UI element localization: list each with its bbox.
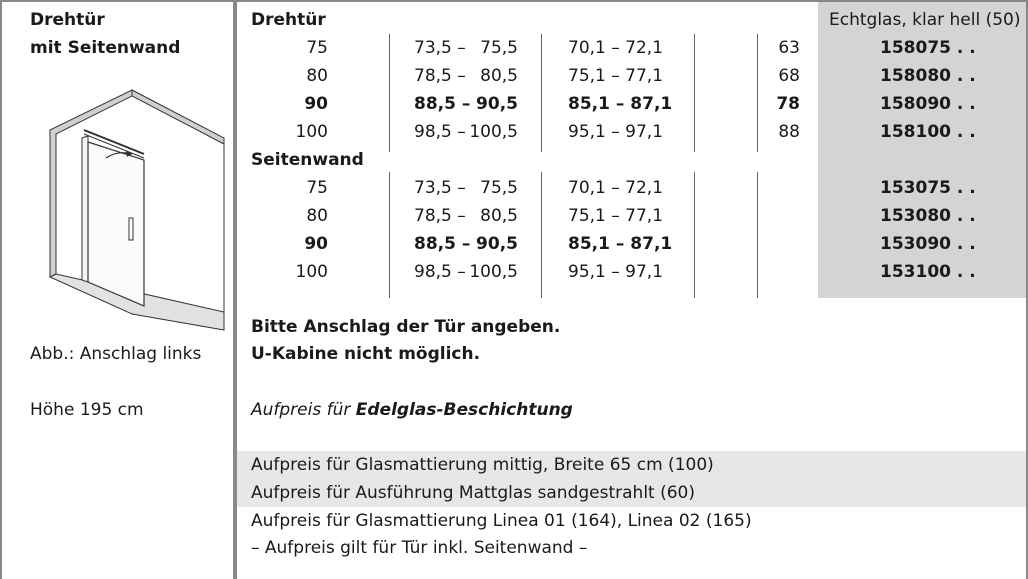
range1-from: 88,5 – bbox=[414, 234, 471, 254]
width-cell: 75 bbox=[306, 178, 328, 198]
section-label-door: Drehtür bbox=[251, 10, 326, 30]
range2: 85,1 – 87,1 bbox=[568, 234, 673, 254]
range1-to: 100,5 bbox=[469, 122, 518, 142]
note-u-cabin: U-Kabine nicht möglich. bbox=[251, 344, 481, 364]
surcharge-frosting-center: Aufpreis für Glasmattierung mittig, Breite 65 cm (100) bbox=[251, 455, 714, 475]
range1-to: 75,5 bbox=[480, 38, 518, 58]
glass-type-header: Echtglas, klar hell (50) bbox=[829, 10, 1021, 30]
range1-from: 78,5 – bbox=[414, 66, 466, 86]
width-cell: 90 bbox=[304, 234, 328, 254]
illustration-caption: Abb.: Anschlag links bbox=[30, 344, 202, 364]
col-separator bbox=[694, 34, 695, 152]
product-title-line2: mit Seitenwand bbox=[30, 38, 181, 58]
range1-to: 100,5 bbox=[469, 262, 518, 282]
range1-from: 98,5 – bbox=[414, 262, 466, 282]
range1-to: 80,5 bbox=[480, 206, 518, 226]
extra-cell: 88 bbox=[778, 122, 800, 142]
range2: 70,1 – 72,1 bbox=[568, 178, 664, 198]
col-separator bbox=[389, 34, 390, 152]
surcharge-product: Edelglas-Beschichtung bbox=[355, 400, 573, 420]
extra-cell: 63 bbox=[778, 38, 800, 58]
range1-from: 98,5 – bbox=[414, 122, 466, 142]
width-cell: 90 bbox=[304, 94, 328, 114]
note-hinge-side: Bitte Anschlag der Tür angeben. bbox=[251, 317, 561, 337]
range1-from: 73,5 – bbox=[414, 178, 466, 198]
col-separator bbox=[541, 172, 542, 298]
width-cell: 100 bbox=[295, 122, 328, 142]
surcharge-prefix: Aufpreis für bbox=[251, 400, 356, 420]
article-number: 158080 . . bbox=[880, 66, 976, 86]
extra-cell: 68 bbox=[778, 66, 800, 86]
range2: 75,1 – 77,1 bbox=[568, 206, 664, 226]
article-number: 158075 . . bbox=[880, 38, 976, 58]
range2: 70,1 – 72,1 bbox=[568, 38, 664, 58]
width-cell: 100 bbox=[295, 262, 328, 282]
width-cell: 75 bbox=[306, 38, 328, 58]
col-separator bbox=[389, 172, 390, 298]
range1-to: 80,5 bbox=[480, 66, 518, 86]
range1-from: 88,5 – bbox=[414, 94, 471, 114]
article-number: 153080 . . bbox=[880, 206, 976, 226]
width-cell: 80 bbox=[306, 206, 328, 226]
article-number: 153100 . . bbox=[880, 262, 976, 282]
article-number: 153075 . . bbox=[880, 178, 976, 198]
article-number: 158100 . . bbox=[880, 122, 976, 142]
range1-from: 73,5 – bbox=[414, 38, 466, 58]
col-separator bbox=[757, 172, 758, 298]
range2: 75,1 – 77,1 bbox=[568, 66, 664, 86]
article-number: 153090 . . bbox=[880, 234, 976, 254]
article-number: 158090 . . bbox=[880, 94, 976, 114]
range2: 85,1 – 87,1 bbox=[568, 94, 673, 114]
range1-to: 90,5 bbox=[476, 234, 518, 254]
frame-left-border bbox=[0, 0, 2, 579]
col-separator bbox=[694, 172, 695, 298]
width-cell: 80 bbox=[306, 66, 328, 86]
range2: 95,1 – 97,1 bbox=[568, 122, 664, 142]
surcharge-linea: Aufpreis für Glasmattierung Linea 01 (164), Linea 02 (165) bbox=[251, 511, 752, 531]
col-separator bbox=[757, 34, 758, 152]
height-note: Höhe 195 cm bbox=[30, 400, 144, 420]
surcharge-sandblasted: Aufpreis für Ausführung Mattglas sandgestrahlt (60) bbox=[251, 483, 696, 503]
extra-cell: 78 bbox=[776, 94, 800, 114]
range1-to: 75,5 bbox=[480, 178, 518, 198]
surcharge-coating bbox=[251, 400, 573, 420]
product-title-line1: Drehtür bbox=[30, 10, 105, 30]
range2: 95,1 – 97,1 bbox=[568, 262, 664, 282]
range1-from: 78,5 – bbox=[414, 206, 466, 226]
section-label-side-panel: Seitenwand bbox=[251, 150, 364, 170]
col-separator bbox=[541, 34, 542, 152]
range1-to: 90,5 bbox=[476, 94, 518, 114]
surcharge-note: – Aufpreis gilt für Tür inkl. Seitenwand – bbox=[251, 538, 588, 558]
shower-door-illustration bbox=[44, 84, 228, 334]
